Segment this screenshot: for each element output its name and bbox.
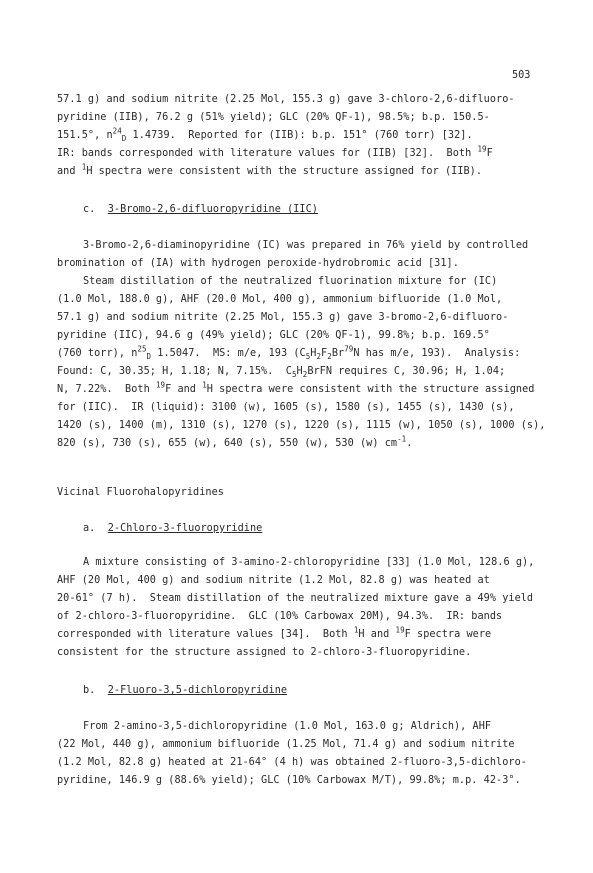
text-line: bromination of (IA) with hydrogen peroxide-hydrobromic acid [31].: [57, 258, 459, 269]
text-line: (1.0 Mol, 188.0 g), AHF (20.0 Mol, 400 g), ammonium bifluoride (1.0 Mol,: [57, 294, 503, 305]
text-line: and $^1$H spectra were consistent with the structure assigned for (IIB).: [57, 162, 483, 177]
text-line: AHF (20 Mol, 400 g) and sodium nitrite (1.2 Mol, 82.8 g) was heated at: [57, 575, 490, 586]
text-line: of 2-chloro-3-fluoropyridine. GLC (10% Carbowax 20M), 94.3%. IR: bands: [57, 611, 503, 622]
section-title: Vicinal Fluorohalopyridines: [57, 487, 224, 498]
text-line: 820 (s), 730 (s), 655 (w), 640 (s), 550 (w), 530 (w) $cm^{-1}$.: [57, 434, 413, 449]
text-line: for (IIC). IR (liquid): 3100 (w), 1605 (s), 1580 (s), 1455 (s), 1430 (s),: [57, 402, 515, 413]
text-line: 3-Bromo-2,6-diaminopyridine (IC) was prepared in 76% yield by controlled: [83, 240, 529, 251]
text-line: 57.1 g) and sodium nitrite (2.25 Mol, 155.3 g) gave 3-bromo-2,6-difluoro-: [57, 312, 509, 323]
text-line: Found: C, 30.35; H, 1.18; N, 7.15%. $C_5H_2BrFN$ requires C, 30.96; H, 1.04;: [57, 366, 506, 380]
text-line: A mixture consisting of 3-amino-2-chloropyridine [33] (1.0 Mol, 128.6 g),: [83, 557, 535, 568]
text-line: pyridine (IIB), 76.2 g (51% yield); GLC (20% QF-1), 98.5%; b.p. 150.5-: [57, 112, 490, 123]
text-line: N, 7.22%. Both $^{19}$F and $^1$H spectra were consistent with the structure assigned: [57, 380, 535, 395]
text-line: 1420 (s), 1400 (m), 1310 (s), 1270 (s), 1220 (s), 1115 (w), 1050 (s), 1000 (s),: [57, 420, 546, 431]
text-line: IR: bands corresponded with literature values for (IIB) [32]. Both $^{19}$F: [57, 144, 493, 159]
subsection-heading: c. 3-Bromo-2,6-difluoropyridine (IIC): [83, 204, 318, 215]
text-line: (22 Mol, 440 g), ammonium bifluoride (1.25 Mol, 71.4 g) and sodium nitrite: [57, 739, 515, 750]
text-line: pyridine, 146.9 g (88.6% yield); GLC (10% Carbowax M/T), 99.8%; m.p. 42-3°.: [57, 775, 521, 786]
text-line: 57.1 g) and sodium nitrite (2.25 Mol, 155.3 g) gave 3-chloro-2,6-difluoro-: [57, 94, 515, 105]
subsection-heading: b. 2-Fluoro-3,5-dichloropyridine: [83, 685, 288, 696]
text-line: Steam distillation of the neutralized fluorination mixture for (IC): [83, 276, 498, 287]
text-line: (760 torr), $n^{25}_D$ 1.5047. MS: m/e, 193 ($C_5H_2F_2Br^{79}N$ has m/e, 193). Analysis:: [57, 344, 521, 362]
page-number: 503: [512, 70, 531, 81]
text-line: 20-61° (7 h). Steam distillation of the neutralized mixture gave a 49% yield: [57, 593, 534, 604]
text-line: 151.5°, $n^{24}_D$ 1.4739. Reported for (IIB): b.p. 151° (760 torr) [32].: [57, 126, 473, 144]
text-line: corresponded with literature values [34]. Both $^1$H and $^{19}$F spectra were: [57, 625, 492, 640]
text-line: From 2-amino-3,5-dichloropyridine (1.0 Mol, 163.0 g; Aldrich), AHF: [83, 721, 492, 732]
text-line: (1.2 Mol, 82.8 g) heated at 21-64° (4 h) was obtained 2-fluoro-3,5-dichloro-: [57, 757, 527, 768]
text-line: consistent for the structure assigned to 2-chloro-3-fluoropyridine.: [57, 647, 472, 658]
subsection-heading: a. 2-Chloro-3-fluoropyridine: [83, 523, 263, 534]
text-line: pyridine (IIC), 94.6 g (49% yield); GLC (20% QF-1), 99.8%; b.p. 169.5°: [57, 330, 490, 341]
